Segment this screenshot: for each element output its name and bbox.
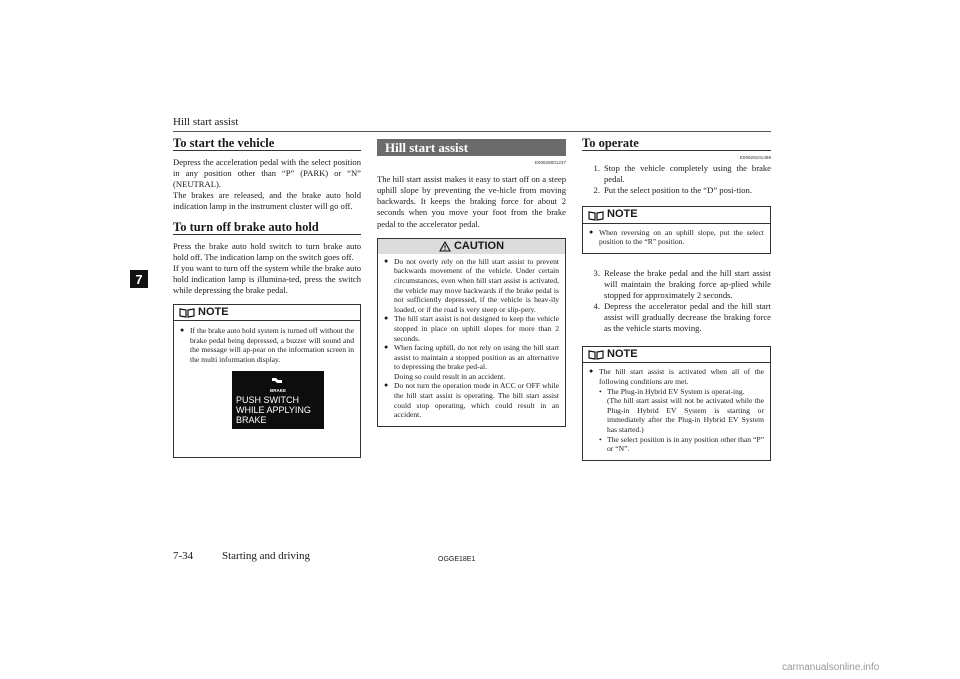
paragraph: Depress the acceleration pedal with the select position in any position other than “P” (PARK) or “N” (NEUTRAL). <box>173 157 361 190</box>
caution-label: CAUTION <box>453 239 505 252</box>
note-icon <box>179 307 195 318</box>
note-text: If the brake auto hold system is turned off without the brake pedal being depressed, a buzzer will sound and the message will ap-pear on the information screen in the multi information display. <box>190 326 354 364</box>
note-label: NOTE <box>198 306 229 319</box>
caution-item: ● The hill start assist is not designed to keep the vehicle stopped in place on uphill slopes for more than 2 seconds. <box>384 314 559 343</box>
bullet-icon: ● <box>384 314 389 323</box>
left-column <box>173 138 361 458</box>
sub-bullet-icon: • <box>599 434 602 444</box>
section-title-bar: Hill start assist <box>377 139 566 156</box>
screen-line-2: WHILE APPLYING <box>236 404 311 415</box>
reference-code: E00628001237 <box>534 160 566 166</box>
sub-item: • The select position is in any position other than “P” or “N”. <box>599 434 764 454</box>
bullet-icon: ● <box>384 343 389 352</box>
note-label: NOTE <box>607 208 638 221</box>
note-box <box>582 346 771 460</box>
note-icon <box>588 210 604 221</box>
note-icon <box>588 349 604 360</box>
screen-small-label: BRAKE <box>269 387 286 393</box>
heading-start-vehicle: To start the vehicle <box>173 138 361 151</box>
warning-triangle-icon <box>439 241 451 252</box>
footer-section: Starting and driving <box>222 550 310 562</box>
display-screen-image <box>232 371 324 429</box>
sub-bullet-icon: • <box>599 386 602 396</box>
right-column <box>582 138 771 461</box>
heading-to-operate: To operate <box>582 138 771 151</box>
note-box <box>173 304 361 458</box>
middle-column <box>377 139 566 427</box>
bullet-icon: ● <box>589 367 594 376</box>
page-number: 7-34 <box>173 550 194 562</box>
heading-turn-off-brake-auto-hold: To turn off brake auto hold <box>173 222 361 235</box>
step-item: 3. Release the brake pedal and the hill start assist will maintain the braking force ap-plied while stopped for approximately 2 seconds. <box>593 267 771 300</box>
note-header <box>583 207 770 223</box>
note-item: ● When reversing on an uphill slope, put the select position to the “R” position. <box>589 227 764 247</box>
paragraph: If you want to turn off the system while the brake auto hold indication lamp is illumina-ted, press the switch while depressing the brake pedal. <box>173 262 361 296</box>
sub-item: • The Plug-in Hybrid EV System is operat-ing. <box>599 386 745 396</box>
paragraph: The hill start assist makes it easy to start off on a steep uphill slope by preventing the ve-hicle from moving backwards. It keeps the braking force for about 2 seconds when you move your foot from the brake pedal to the accelerator pedal. <box>377 174 566 229</box>
caution-continuation: Doing so could result in an accident. <box>394 371 506 381</box>
running-header: Hill start assist <box>173 116 239 128</box>
note-header <box>583 347 770 363</box>
screen-line-1: PUSH SWITCH <box>236 394 299 405</box>
note-item: ● The hill start assist is activated when all of the following conditions are met. <box>589 367 764 386</box>
step-item: 2. Put the select position to the “D” posi-tion. <box>593 185 752 196</box>
caution-box <box>377 238 566 427</box>
step-item: 4. Depress the accelerator pedal and the hill start assist will gradually decrease the braking force as the vehicle starts moving. <box>593 301 771 334</box>
note-label: NOTE <box>607 348 638 361</box>
bullet-icon: ● <box>180 326 185 335</box>
sub-item-continuation: (The hill start assist will not be activated while the Plug-in Hybrid EV System is starting or immediately after the Plug-in Hybrid EV System has started.) <box>607 396 764 434</box>
bullet-icon: ● <box>384 256 389 265</box>
reference-code: E00628101498 <box>739 155 771 161</box>
watermark: carmanualsonline.info <box>782 662 880 673</box>
caution-item: ● Do not turn the operation mode in ACC or OFF while the hill start assist is operating. The hill start assist could stop operating, which could result in an accident. <box>384 381 559 420</box>
header-rule <box>173 131 771 132</box>
caution-item: ● When facing uphill, do not rely on using the hill start assist to maintain a stopped position as an alternative to depressing the brake ped-al. <box>384 343 559 372</box>
caution-item: ● Do not overly rely on the hill start assist to prevent backwards movement of the vehicle. Under certain circumstances, even when hill start assist is activated, the vehicle may move backwards if the brake pedal is not sufficiently depressed, if the vehicle is heav-ily loaded, or if the road is very steep or slip-pery. <box>384 256 559 314</box>
chapter-tab: 7 <box>130 270 148 288</box>
bullet-icon: ● <box>384 381 389 390</box>
footer-code: OGGE18E1 <box>438 556 476 563</box>
bullet-icon: ● <box>589 227 594 236</box>
caution-header <box>378 239 565 254</box>
note-item <box>180 326 354 364</box>
screen-line-3: BRAKE <box>236 414 267 425</box>
step-item: 1. Stop the vehicle completely using the brake pedal. <box>593 163 771 185</box>
note-box <box>582 206 771 253</box>
paragraph: The brakes are released, and the brake auto hold indication lamp in the instrument cluster will go off. <box>173 190 361 212</box>
paragraph: Press the brake auto hold switch to turn brake auto hold off. The indication lamp on the switch goes off. <box>173 240 361 262</box>
note-header <box>174 305 360 321</box>
brake-hold-icon <box>271 375 283 385</box>
